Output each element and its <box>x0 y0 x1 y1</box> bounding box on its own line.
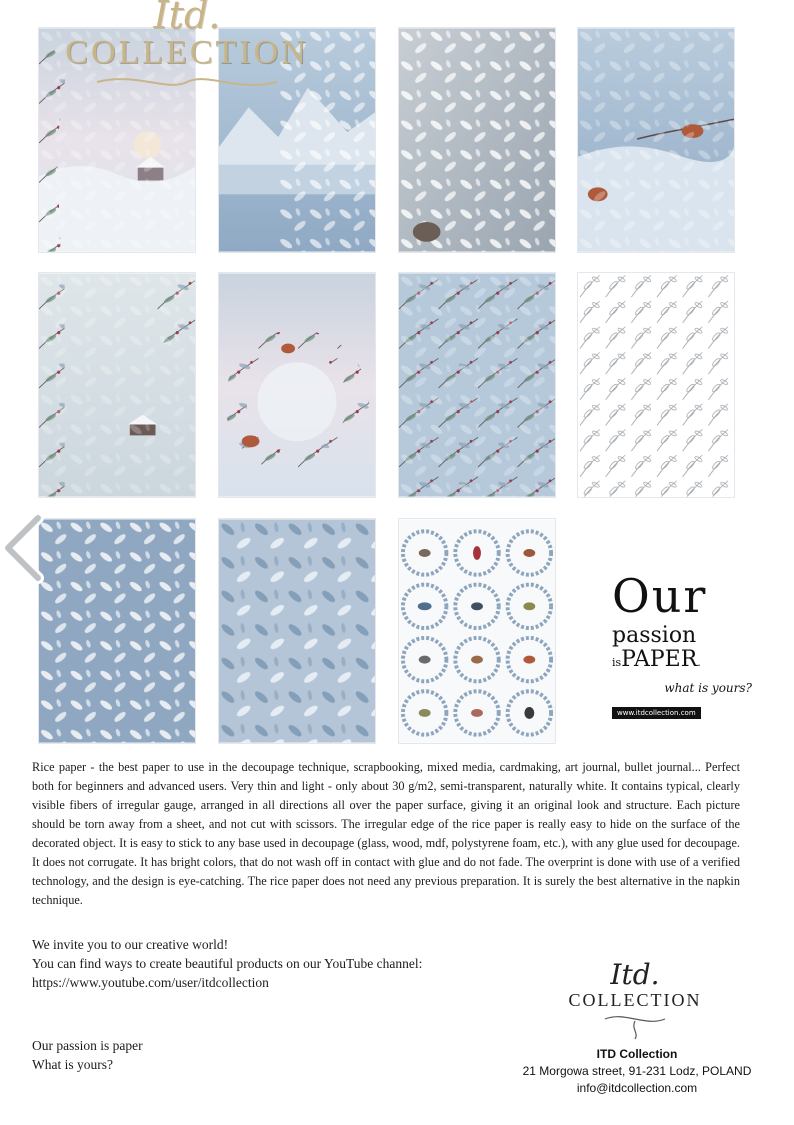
snowy-cottage-frame-design[interactable] <box>38 272 196 498</box>
blue-leaf-silhouette-design[interactable] <box>38 518 196 744</box>
logo-word-bottom: COLLECTION <box>568 990 702 1010</box>
tile-art <box>39 519 195 743</box>
slogan-line-1: Our passion is paper <box>32 1038 143 1053</box>
logo-script: Itd. <box>153 0 221 37</box>
wreath-birds-design[interactable] <box>218 272 376 498</box>
passion-word: passion <box>612 623 697 648</box>
logo-flourish-bottom-icon <box>595 1011 675 1041</box>
invite-line-2: You can find ways to create beautiful products on our YouTube channel: <box>32 956 423 971</box>
bird-medallions-design[interactable] <box>398 518 556 744</box>
tile-art <box>219 519 375 743</box>
brand-logo-bottom <box>550 960 720 1045</box>
company-email[interactable]: info@itdcollection.com <box>576 1081 698 1095</box>
passion-is: is <box>612 656 622 669</box>
passion-paper: PAPER <box>621 647 698 672</box>
company-address: 21 Morgowa street, 91-231 Lodz, POLAND <box>522 1064 752 1078</box>
passion-url-badge[interactable]: www.itdcollection.com <box>612 707 701 719</box>
passion-dot: . <box>697 656 701 669</box>
blue-berry-branches-design[interactable] <box>398 272 556 498</box>
logo-flourish-icon <box>87 70 287 94</box>
white-foliage-pattern-design[interactable] <box>218 518 376 744</box>
previous-arrow-button[interactable] <box>0 508 44 588</box>
company-info <box>512 1046 762 1097</box>
robins-on-branch-design[interactable] <box>577 27 735 253</box>
slogan-line-2: What is yours? <box>32 1057 113 1072</box>
tile-art <box>399 273 555 497</box>
chevron-left-icon <box>0 508 44 588</box>
tile-art <box>219 273 375 497</box>
invite-block <box>32 935 552 992</box>
tile-art <box>578 28 734 252</box>
tile-art <box>39 273 195 497</box>
company-name: ITD Collection <box>596 1047 678 1061</box>
passion-question: what is yours? <box>664 681 752 695</box>
passion-our: Our <box>612 569 708 623</box>
frosted-leaves-bird-design[interactable] <box>398 27 556 253</box>
logo-word: COLLECTION <box>65 34 309 71</box>
brand-logo-top <box>12 0 362 120</box>
logo-script-bottom: Itd. <box>610 958 660 991</box>
passion-slogan-block <box>612 569 752 719</box>
tile-art <box>399 28 555 252</box>
product-description: Rice paper - the best paper to use in the decoupage technique, scrapbooking, mixed media, cardmaking, art journal, bullet journal... Perfect both for beginners and advanced users. Very thin and light - only about 30 g/m2, semi-transparent, naturally white. It contains typical, clearly visible fibers of irregular gauge, arranged in all directions all over the paper surface, giving it an original look and structure. Each picture should be torn away from a sheet, and not cut with scissors. The irregular edge of the rice paper is really easy to hide on the surface of the decorated object. It is easy to stick to any base used in decoupage (glass, wood, mdf, polystyrene foam, etc.), with any glue used for decoupage. It does not corrugate. It has bright colors, that do not wash off in contact with glue and do not fade. The overprint is done with use of a verified technology, and the design is eye-catching. The rice paper does not need any previous preparation. It is surely the best alternative in the napkin technique. <box>32 760 740 907</box>
invite-line-1: We invite you to our creative world! <box>32 937 229 952</box>
passion-paper-line <box>612 648 752 675</box>
youtube-link[interactable]: https://www.youtube.com/user/itdcollection <box>32 975 269 990</box>
tile-art <box>399 519 555 743</box>
white-leaf-line-pattern-design[interactable] <box>577 272 735 498</box>
tile-art <box>578 273 734 497</box>
bottom-slogan <box>32 1036 143 1074</box>
